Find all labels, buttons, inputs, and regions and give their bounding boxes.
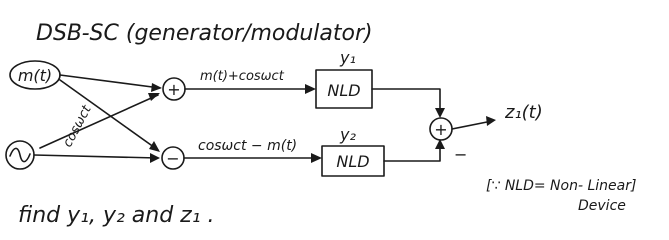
- arrowhead: [151, 83, 162, 92]
- message-to-top-adder-line: [60, 75, 160, 88]
- carrier-to-top-adder-line: [40, 95, 158, 148]
- cross-carrier-label: cosωct: [60, 103, 95, 150]
- top-path-expression: m(t)+cosωct: [200, 69, 284, 84]
- y2-label: y₂: [340, 125, 356, 144]
- bottom-adder-sign: −: [166, 149, 180, 168]
- output-line: [452, 121, 492, 129]
- carrier-to-bottom-adder-line: [34, 155, 158, 158]
- note-line-1: [∵ NLD= Non- Linear]: [486, 178, 637, 194]
- top-nld-label: NLD: [327, 81, 361, 100]
- bottom-nld-label: NLD: [336, 152, 370, 171]
- arrowhead: [305, 84, 316, 94]
- bottom-path-expression: cosωct − m(t): [198, 138, 298, 154]
- diagram-title: DSB-SC (generator/modulator): [36, 21, 373, 46]
- y1-label: y₁: [340, 48, 356, 67]
- arrowhead: [149, 141, 160, 152]
- question-text: find y₁, y₂ and z₁ .: [18, 203, 215, 228]
- arrowhead: [311, 153, 322, 163]
- y1-to-final-adder-line: [372, 89, 440, 114]
- note-line-2: Device: [578, 198, 626, 214]
- final-adder-sign: +: [434, 120, 448, 139]
- y2-to-final-adder-line: [384, 143, 440, 161]
- sine-wave-icon: [10, 148, 30, 161]
- arrowhead: [150, 153, 160, 163]
- message-label: m(t): [17, 66, 53, 85]
- z1-output-label: z₁(t): [505, 102, 543, 123]
- arrowhead: [435, 108, 445, 118]
- final-adder-minus: −: [454, 145, 468, 164]
- arrowhead: [486, 116, 496, 126]
- top-adder-sign: +: [167, 80, 181, 99]
- arrowhead: [148, 93, 160, 101]
